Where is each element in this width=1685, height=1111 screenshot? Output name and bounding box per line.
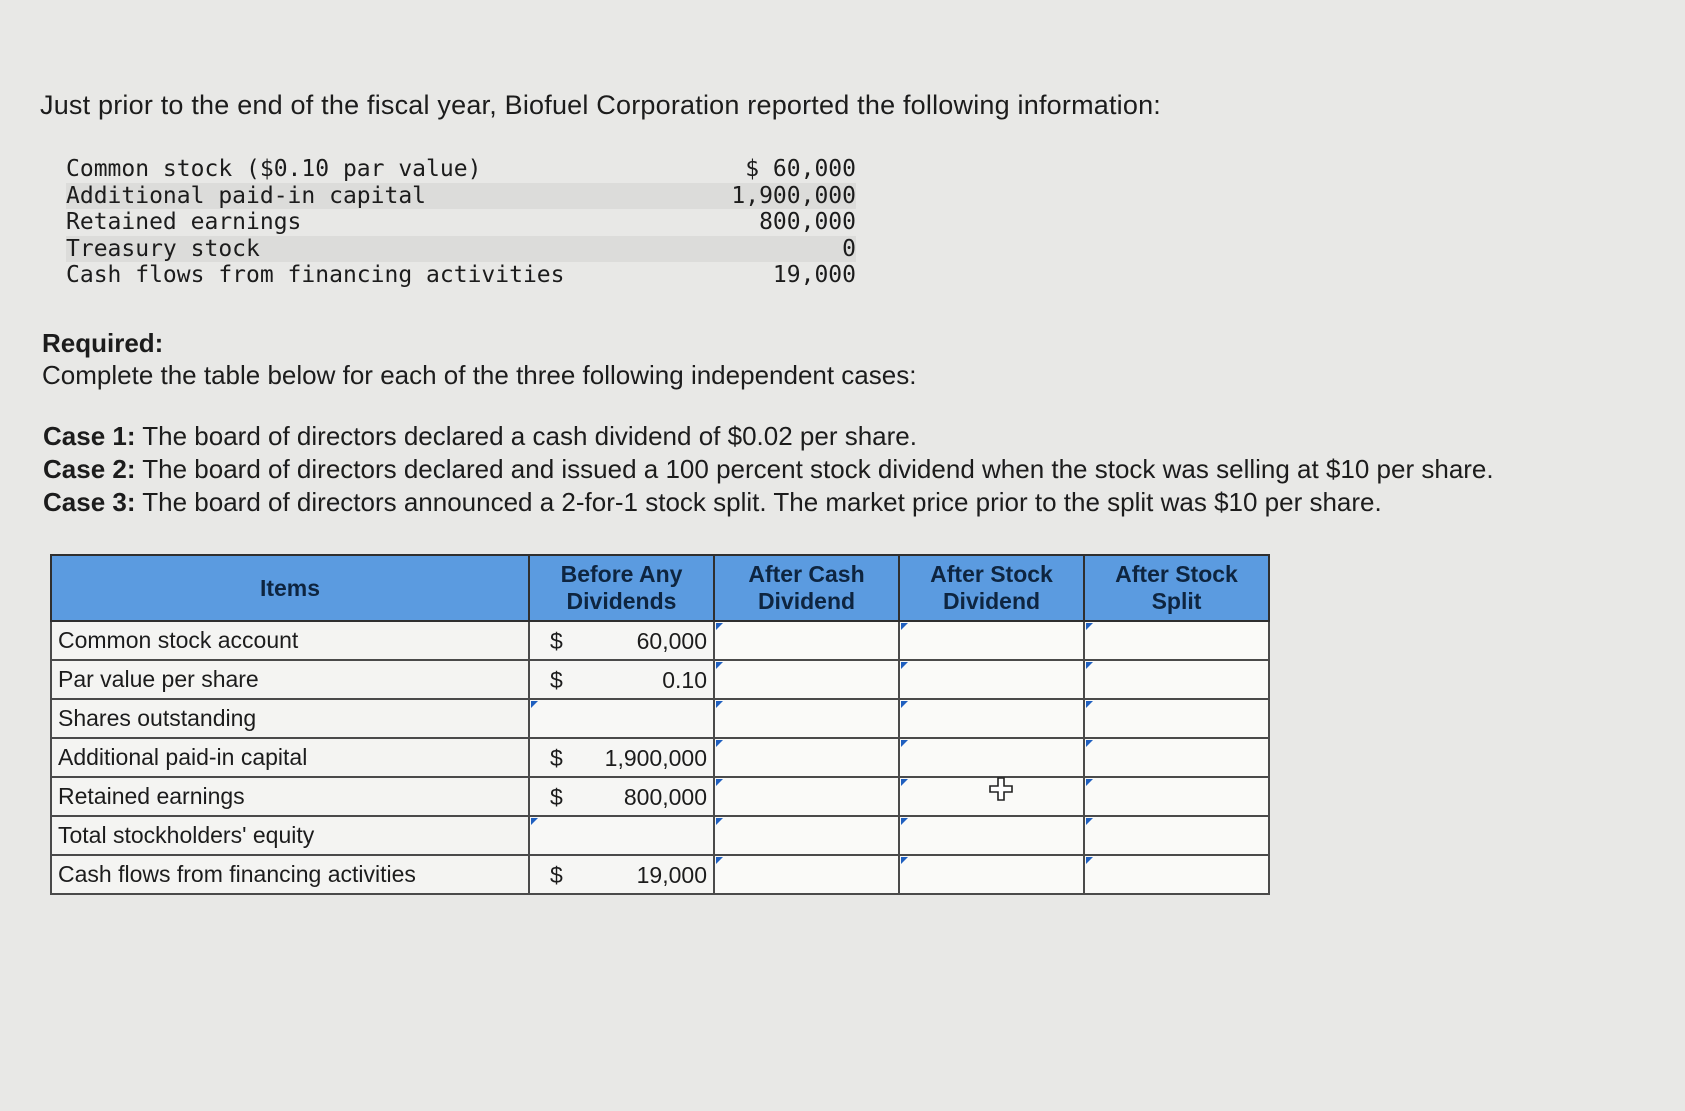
- info-label: Cash flows from financing activities: [66, 262, 565, 288]
- info-row-cash-flows: [66, 262, 856, 289]
- case-2: [43, 453, 1494, 486]
- input-after-cash-dividend[interactable]: [714, 738, 899, 777]
- header-line: Before Any: [560, 561, 683, 587]
- input-after-stock-split[interactable]: [1084, 660, 1269, 699]
- dollar-sign: $: [550, 745, 563, 771]
- answer-table: [50, 554, 1270, 895]
- info-label: Retained earnings: [66, 209, 302, 235]
- info-value: $ 60,000: [745, 156, 856, 182]
- before-amount: 19,000: [636, 862, 707, 888]
- input-after-stock-dividend[interactable]: [899, 660, 1084, 699]
- case-label: Case 3:: [43, 487, 136, 517]
- input-after-stock-split[interactable]: [1084, 738, 1269, 777]
- table-row: [51, 738, 1269, 777]
- dollar-sign: $: [550, 862, 563, 888]
- info-row-treasury-stock: [66, 236, 856, 263]
- info-label: Treasury stock: [66, 235, 260, 262]
- header-items: Items: [51, 555, 529, 621]
- row-label: Additional paid-in capital: [51, 738, 529, 777]
- table-row: [51, 777, 1269, 816]
- header-line: Dividend: [942, 588, 1041, 614]
- case-label: Case 1:: [43, 421, 136, 451]
- info-label: Common stock ($0.10 par value): [66, 156, 482, 182]
- table-row: [51, 660, 1269, 699]
- row-label: Common stock account: [51, 621, 529, 660]
- input-after-cash-dividend[interactable]: [714, 777, 899, 816]
- input-after-stock-split[interactable]: [1084, 777, 1269, 816]
- row-label: Cash flows from financing activities: [51, 855, 529, 894]
- row-label: Par value per share: [51, 660, 529, 699]
- table-header-row: [51, 555, 1269, 621]
- input-after-stock-split[interactable]: [1084, 699, 1269, 738]
- dollar-sign: $: [550, 667, 563, 693]
- table-row: [51, 621, 1269, 660]
- input-after-cash-dividend[interactable]: [714, 621, 899, 660]
- header-after-stock-dividend: [899, 555, 1084, 621]
- input-after-stock-dividend[interactable]: [899, 699, 1084, 738]
- info-value: 19,000: [772, 262, 856, 288]
- header-after-stock-split: [1084, 555, 1269, 621]
- row-label: Retained earnings: [51, 777, 529, 816]
- case-label: Case 2:: [43, 454, 136, 484]
- info-row-retained-earnings: [66, 209, 856, 236]
- input-after-stock-split[interactable]: [1084, 816, 1269, 855]
- info-row-common-stock: [66, 156, 856, 183]
- before-value-cell: [529, 621, 714, 660]
- input-after-stock-dividend[interactable]: [899, 816, 1084, 855]
- required-heading: Required:: [42, 328, 164, 358]
- header-line: Dividends: [566, 588, 677, 614]
- before-value-cell: [529, 660, 714, 699]
- input-after-stock-dividend[interactable]: [899, 738, 1084, 777]
- input-after-stock-split[interactable]: [1084, 621, 1269, 660]
- input-after-stock-dividend[interactable]: [899, 621, 1084, 660]
- dollar-sign: $: [550, 784, 563, 810]
- before-amount: 0.10: [662, 667, 707, 693]
- header-line: Split: [1151, 588, 1202, 614]
- info-label: Additional paid-in capital: [66, 182, 427, 209]
- case-text: The board of directors declared a cash dividend of $0.02 per share.: [142, 421, 917, 451]
- input-before-dividends[interactable]: [529, 699, 714, 738]
- input-after-cash-dividend[interactable]: [714, 855, 899, 894]
- table-row: [51, 855, 1269, 894]
- crosshair-cursor-icon: [988, 776, 1014, 802]
- row-label: Total stockholders' equity: [51, 816, 529, 855]
- required-instructions: Complete the table below for each of the three following independent cases:: [42, 360, 917, 390]
- before-value-cell: [529, 855, 714, 894]
- header-line: Dividend: [757, 588, 856, 614]
- before-value-cell: [529, 738, 714, 777]
- row-label: Shares outstanding: [51, 699, 529, 738]
- header-line: After Stock: [930, 561, 1053, 587]
- table-row: [51, 699, 1269, 738]
- dollar-sign: $: [550, 628, 563, 654]
- info-value: 800,000: [759, 209, 856, 235]
- case-text: The board of directors declared and issued a 100 percent stock dividend when the stock was selling at $10 per share.: [142, 454, 1494, 484]
- before-value-cell: [529, 777, 714, 816]
- input-after-cash-dividend[interactable]: [714, 699, 899, 738]
- before-amount: 60,000: [636, 628, 707, 654]
- intro-text: Just prior to the end of the fiscal year, Biofuel Corporation reported the following information:: [40, 90, 1162, 120]
- header-line: After Cash: [748, 561, 865, 587]
- input-after-stock-dividend[interactable]: [899, 855, 1084, 894]
- input-before-dividends[interactable]: [529, 816, 714, 855]
- header-before-dividends: [529, 555, 714, 621]
- cases-list: [43, 420, 1494, 519]
- before-amount: 800,000: [623, 784, 707, 810]
- case-3: [43, 486, 1494, 519]
- info-value: 1,900,000: [731, 182, 856, 209]
- input-after-cash-dividend[interactable]: [714, 816, 899, 855]
- input-after-cash-dividend[interactable]: [714, 660, 899, 699]
- case-text: The board of directors announced a 2-for-1 stock split. The market price prior to the split was $10 per share.: [142, 487, 1382, 517]
- info-value: 0: [842, 235, 856, 262]
- info-row-apic: [66, 183, 856, 210]
- before-amount: 1,900,000: [604, 745, 707, 771]
- input-after-stock-split[interactable]: [1084, 855, 1269, 894]
- header-line: After Stock: [1115, 561, 1238, 587]
- header-after-cash-dividend: [714, 555, 899, 621]
- table-row: [51, 816, 1269, 855]
- balance-info-block: [66, 156, 856, 289]
- case-1: [43, 420, 1494, 453]
